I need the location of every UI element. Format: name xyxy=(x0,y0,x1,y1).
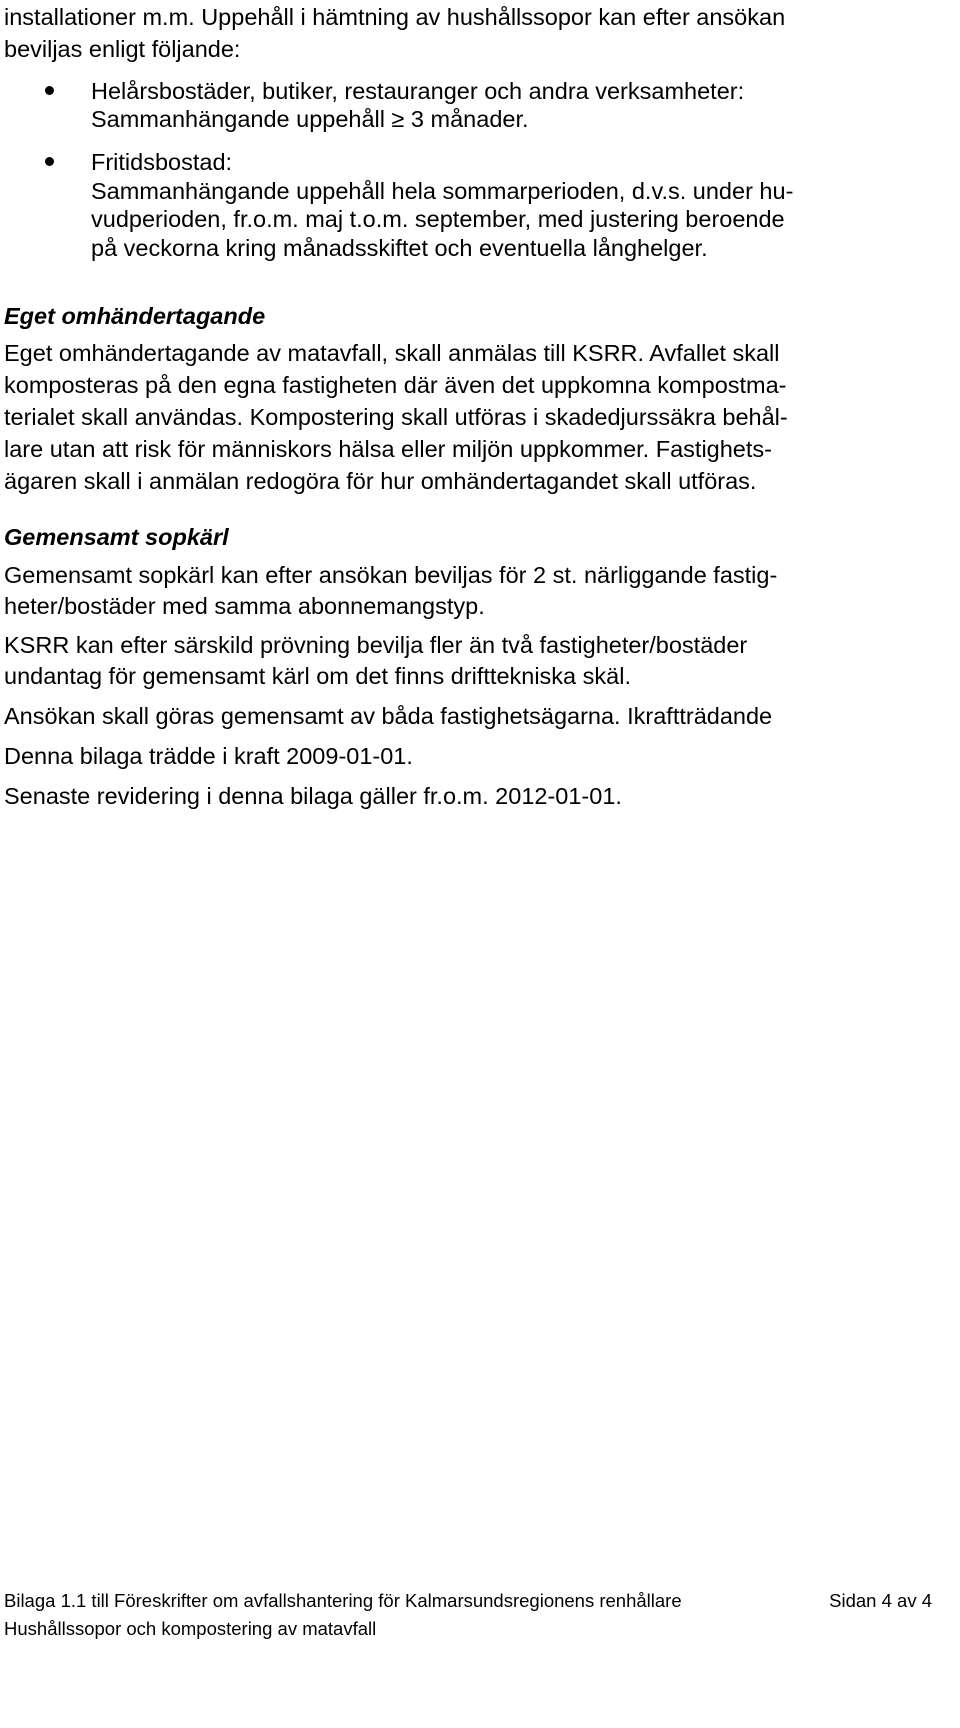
eget-line-3: terialet skall användas. Kompostering skall utföras i skadedjurssäkra behål- xyxy=(4,404,788,430)
gemensamt-p1-line-1: Gemensamt sopkärl kan efter ansökan beviljas för 2 st. närliggande fastig- xyxy=(4,562,778,588)
gemensamt-p4: Denna bilaga trädde i kraft 2009-01-01. xyxy=(4,743,413,769)
intro-line-1: installationer m.m. Uppehåll i hämtning av hushållssopor kan efter ansökan xyxy=(4,4,786,30)
bullet-dot-1 xyxy=(45,86,54,95)
gemensamt-p2-line-2: undantag för gemensamt kärl om det finns drifttekniska skäl. xyxy=(4,663,631,689)
eget-line-5: ägaren skall i anmälan redogöra för hur omhändertagandet skall utföras. xyxy=(4,468,757,494)
gemensamt-p2-line-1: KSRR kan efter särskild prövning bevilja fler än två fastigheter/bostäder xyxy=(4,632,748,658)
bullet-2-line-3: vudperioden, fr.o.m. maj t.o.m. september, med justering beroende xyxy=(91,206,785,232)
bullet-2-line-4: på veckorna kring månadsskiftet och eventuella långhelger. xyxy=(91,235,708,261)
bullet-dot-2 xyxy=(45,157,54,166)
footer-title: Bilaga 1.1 till Föreskrifter om avfallshantering för Kalmarsundsregionens renhållare xyxy=(4,1590,682,1611)
eget-line-2: komposteras på den egna fastigheten där även det uppkomna kompostma- xyxy=(4,372,787,398)
eget-line-4: lare utan att risk för människors hälsa eller miljön uppkommer. Fastighets- xyxy=(4,436,772,462)
section-heading-eget: Eget omhändertagande xyxy=(4,303,266,329)
gemensamt-p3: Ansökan skall göras gemensamt av båda fastighetsägarna. Ikraftträdande xyxy=(4,703,773,729)
footer-subtitle: Hushållssopor och kompostering av matavfall xyxy=(4,1618,377,1639)
footer-page-number: Sidan 4 av 4 xyxy=(829,1590,932,1611)
bullet-1-line-2: Sammanhängande uppehåll ≥ 3 månader. xyxy=(91,106,529,132)
bullet-1-line-1: Helårsbostäder, butiker, restauranger och andra verksamheter: xyxy=(91,78,745,104)
bullet-2-line-1: Fritidsbostad: xyxy=(91,149,233,175)
bullet-2-line-2: Sammanhängande uppehåll hela sommarperioden, d.v.s. under hu- xyxy=(91,178,794,204)
section-heading-gemensamt: Gemensamt sopkärl xyxy=(4,524,229,550)
eget-line-1: Eget omhändertagande av matavfall, skall anmälas till KSRR. Avfallet skall xyxy=(4,340,780,366)
gemensamt-p1-line-2: heter/bostäder med samma abonnemangstyp. xyxy=(4,593,485,619)
gemensamt-p5: Senaste revidering i denna bilaga gäller fr.o.m. 2012-01-01. xyxy=(4,783,622,809)
intro-line-2: beviljas enligt följande: xyxy=(4,36,241,62)
